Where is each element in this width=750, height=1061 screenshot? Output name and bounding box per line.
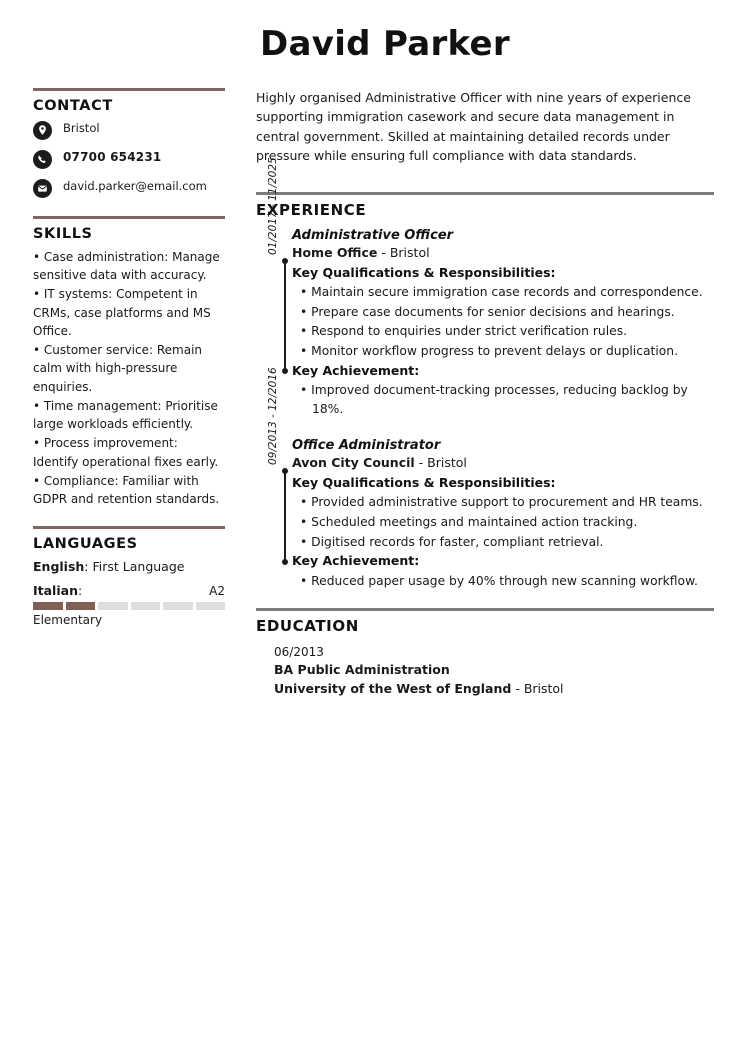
job-dates: 09/2013 - 12/2016 [267,366,279,465]
location-pin-icon [33,121,52,140]
job-title: Office Administrator [292,437,441,453]
language-proficiency-caption: Elementary [33,613,103,628]
language-separator: : [84,559,89,575]
professional-summary: Highly organised Administrative Officer with nine years of experience supporting immigration casework and secure data management in central government. Skilled at maintaining detailed records under pressure while ensuring full compliance with data standards. [256,90,691,164]
timeline-dot [282,258,288,264]
skills-section [33,216,225,508]
contact-email-value: david.parker@email.com [63,179,207,193]
proficiency-segment [33,602,63,610]
job-location: Bristol [389,245,430,261]
education-separator: - [515,681,520,697]
timeline-dot [282,468,288,474]
responsibilities-list [292,493,714,551]
list-item: • Provided administrative support to procurement and HR teams. [300,495,703,510]
language-name-wrap [33,583,82,598]
job-title: Administrative Officer [292,227,454,243]
timeline-dot [282,559,288,565]
responsibilities-label: Key Qualifications & Responsibilities: [292,264,556,280]
language-proficiency-bar [33,602,225,610]
education-school-line [274,680,714,699]
list-item: • Monitor workflow progress to prevent delays or duplication. [300,344,678,359]
language-cefr-level: A2 [209,584,225,599]
contact-location-value: Bristol [63,121,100,135]
education-section [256,608,714,699]
language-item-secondary [33,583,225,627]
job-company-line [292,244,714,262]
skills-list [33,248,225,508]
job-company: Home Office [292,245,378,261]
timeline-line [284,471,286,563]
job-company-line [292,454,714,472]
responsibilities-list [292,283,714,361]
languages-section [33,526,225,627]
proficiency-segment [131,602,161,610]
proficiency-segment [66,602,96,610]
contact-item-location[interactable] [33,120,225,140]
education-school: University of the West of England [274,681,512,697]
list-item: • Process improvement: Identify operational fixes early. [33,436,219,469]
proficiency-segment [196,602,226,610]
job-company: Avon City Council [292,455,415,471]
list-item: • Maintain secure immigration case records and correspondence. [300,285,703,300]
list-item: • Compliance: Familiar with GDPR and retention standards. [33,473,220,507]
contact-item-phone[interactable] [33,149,225,169]
education-degree: BA Public Administration [274,662,450,678]
phone-icon [33,150,52,169]
language-name: English [33,559,85,575]
timeline-marker [281,257,288,375]
contact-phone-value: 07700 654231 [63,150,162,164]
list-item: • Scheduled meetings and maintained action tracking. [300,514,638,529]
proficiency-segment [98,602,128,610]
achievement-label: Key Achievement: [292,362,420,378]
languages-section-title: LANGUAGES [33,536,138,553]
section-divider [33,88,225,91]
sidebar [33,88,225,645]
job-location: Bristol [427,455,467,471]
list-item: • Case administration: Manage sensitive data with accuracy. [33,250,220,283]
achievements-list [292,381,714,418]
timeline-marker [281,467,288,567]
section-divider [256,608,714,611]
page-title: David Parker [259,24,510,64]
section-divider [256,192,714,195]
list-item: • Digitised records for faster, compliant retrieval. [300,534,604,549]
contact-item-email[interactable] [33,178,225,198]
education-entry [256,643,714,699]
list-item: • Improved document-tracking processes, reducing backlog by 18%. [300,383,688,416]
list-item: • IT systems: Competent in CRMs, case platforms and MS Office. [33,287,211,338]
responsibilities-label: Key Qualifications & Responsibilities: [292,474,556,490]
achievement-label: Key Achievement: [292,553,420,569]
language-level: First Language [92,559,185,575]
list-item: • Reduced paper usage by 40% through new scanning workflow. [300,573,698,588]
experience-section [256,156,714,591]
job-separator: - [418,455,424,471]
list-item: • Time management: Prioritise large workloads efficiently. [33,398,218,432]
timeline-dot [282,368,288,374]
contact-list [33,120,225,198]
language-separator: : [77,583,83,599]
section-divider [33,216,225,219]
experience-section-title: EXPERIENCE [256,200,367,219]
proficiency-segment [163,602,193,610]
resume-header [0,0,750,63]
education-date: 06/2013 [274,645,324,660]
contact-section-title: CONTACT [33,98,113,114]
education-section-title: EDUCATION [256,617,359,636]
envelope-icon [33,179,52,198]
main-content [256,88,714,699]
achievements-list [292,572,714,591]
skills-section-title: SKILLS [33,226,93,242]
language-name: Italian [33,583,78,599]
list-item: • Prepare case documents for senior decisions and hearings. [300,304,675,319]
list-item: • Respond to enquiries under strict verification rules. [300,324,628,339]
job-dates: 01/2017 - 11/2025 [267,156,279,255]
contact-section [33,88,225,198]
job-separator: - [381,245,386,261]
education-location: Bristol [523,681,564,697]
timeline-line [284,261,286,371]
list-item: • Customer service: Remain calm with high-pressure enquiries. [33,343,203,394]
section-divider [33,526,225,529]
language-item-primary [33,558,225,577]
